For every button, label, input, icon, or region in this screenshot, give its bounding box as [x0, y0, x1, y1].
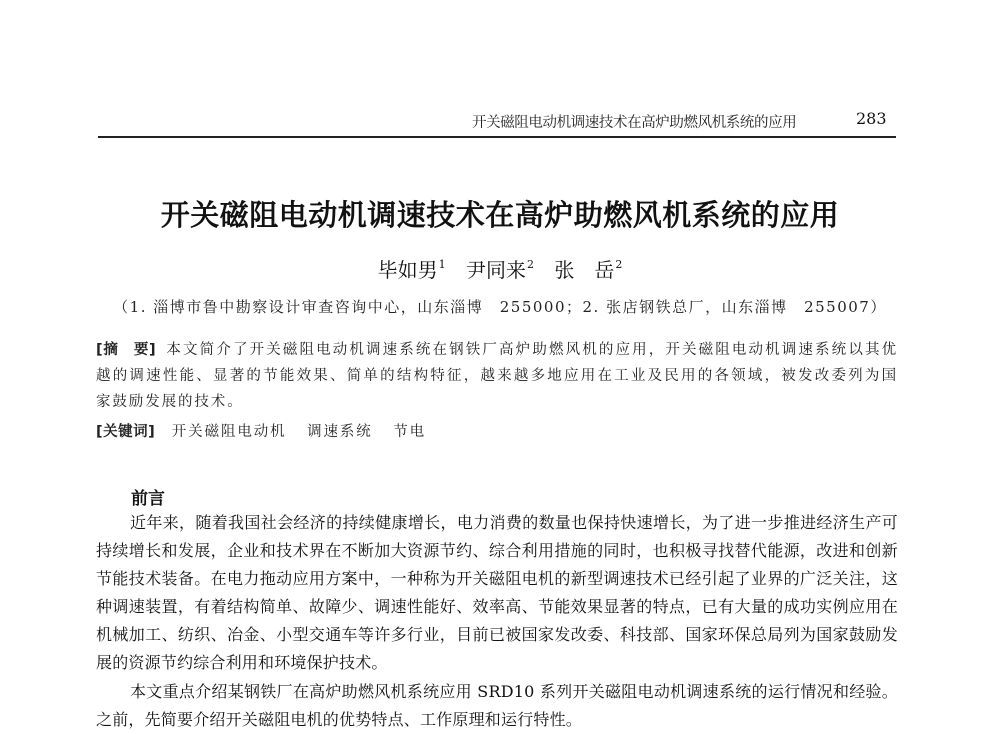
keywords-tag: [关键词] [96, 424, 156, 440]
running-title: 开关磁阻电动机调速技术在高炉助燃风机系统的应用 [472, 115, 797, 131]
body-paragraph: 近年来，随着我国社会经济的持续健康增长，电力消费的数量也保持快速增长，为了进一步推进经济生产可持续增长和发展，企业和技术界在不断加大资源节约、综合利用措施的同时，也积极寻找替代能源，改进和创新节能技术装备。在电力拖动应用方案中，一种称为开关磁阻电机的新型调速技术已经引起了业界的广泛关注，这种调速装置，有着结构简单、故障少、调速性能好、效率高、节能效果显著的特点，已有大量的成功实例应用在机械加工、纺织、冶金、小型交通车等许多行业，目前已被国家发改委、科技部、国家环保总局列为国家鼓励发展的资源节约综合利用和环境保护技术。 [96, 513, 898, 672]
section-heading: 前言 [131, 489, 165, 509]
keyword: 开关磁阻电动机 [171, 424, 287, 440]
paper-title: 开关磁阻电动机调速技术在高炉助燃风机系统的应用 [160, 198, 840, 232]
keyword: 调速系统 [307, 424, 373, 440]
abstract-tag: [摘 要] [96, 342, 157, 358]
author-list [0, 254, 1000, 283]
author: 张 岳$^2$ [554, 258, 623, 282]
affiliation-marker: 2 [615, 258, 623, 271]
header-rule [98, 136, 896, 138]
affiliation-marker: 2 [527, 258, 534, 271]
affiliation-marker: 1 [438, 258, 446, 271]
body-paragraph: 本文重点介绍某钢铁厂在高炉助燃风机系统应用 SRD10 系列开关磁阻电动机调速系统的运行情况和经验。之前，先简要介绍开关磁阻电机的优势特点、工作原理和运行特性。 [96, 682, 898, 729]
author: 毕如男$^1$ [377, 258, 446, 282]
abstract-text: 本文简介了开关磁阻电动机调速系统在钢铁厂高炉助燃风机的应用，开关磁阻电动机调速系统以其优越的调速性能、显著的节能效果、简单的结构特征，越来越多地应用在工业及民用的各领域，被发改委列为国家鼓励发展的技术。 [96, 342, 898, 410]
author: 尹同来$^2$ [466, 258, 534, 282]
affiliation-line: （1. 淄博市鲁中勘察设计审查咨询中心，山东淄博 255000；2. 张店钢铁总厂，山东淄博 255007） [113, 298, 887, 316]
keyword: 节电 [393, 424, 427, 440]
page-number: 283 [856, 109, 887, 128]
abstract [96, 337, 898, 415]
keywords [96, 420, 440, 441]
